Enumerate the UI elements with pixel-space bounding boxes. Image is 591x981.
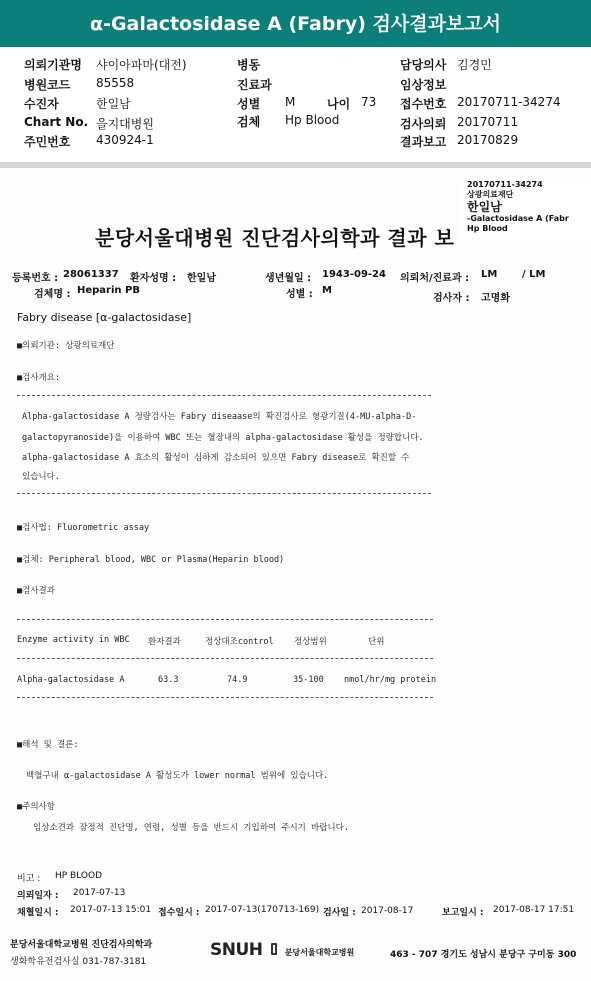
- dob-label: 생년월일 :: [265, 273, 312, 284]
- dashed-rule: [17, 619, 433, 620]
- requesting-org: ■의뢰기관: 상광의료재단: [17, 341, 115, 351]
- remark-value: HP BLOOD: [55, 871, 103, 881]
- overview-line-1: Alpha-galactosidase A 정량검사는 Fabry diseaase의 확진검사로 형광기질(4-MU-alpha-D-: [22, 412, 417, 422]
- specimen-label: 검체: [237, 115, 261, 129]
- specimen-name-label: 검체명 :: [34, 289, 71, 300]
- request-date-value: 20170711: [457, 115, 519, 129]
- overview-line-4: 있습니다.: [22, 472, 60, 482]
- table-header-enzyme: Enzyme activity in WBC: [17, 635, 130, 645]
- report-time-value: 2017-08-17 17:51: [493, 905, 575, 915]
- footer-lab: 생화학유전검사실 031-787-3181: [10, 957, 147, 967]
- sticker-patient-name: 한일남: [467, 200, 502, 214]
- overview-line-3: alpha-galactosidase A 효소의 활성이 심하게 감소되어 있으면 Fabry disease로 확진할 수: [22, 453, 410, 463]
- table-header-range: 정상범위: [294, 637, 327, 647]
- dashed-rule: [17, 395, 431, 396]
- table-cell-range: 35-100: [293, 675, 324, 685]
- test-date-label: 검사일 :: [323, 908, 356, 918]
- age-value: 73: [361, 95, 377, 109]
- hospital-address: 463 - 707 경기도 성남시 분당구 구미동 300: [390, 950, 577, 960]
- report-title: α-Galactosidase A (Fabry) 검사결과보고서: [90, 13, 501, 35]
- receipt-no-label: 접수번호: [400, 97, 447, 111]
- request-info: [0, 50, 591, 160]
- table-cell-patient-result: 63.3: [158, 675, 179, 685]
- collection-label: 채혈일시 :: [17, 908, 59, 918]
- request-date-label-2: 의뢰일자 :: [17, 891, 59, 901]
- dashed-rule: [17, 658, 433, 659]
- snuh-logo-text: SNUH: [210, 940, 263, 960]
- interpretation-heading: ■해석 및 결론:: [17, 740, 79, 750]
- results-heading: ■검사결과: [17, 586, 55, 596]
- hospital-logo: [210, 940, 354, 960]
- reg-no-value: 28061337: [63, 269, 119, 280]
- remark-label: 비고 :: [17, 874, 41, 884]
- method: ■검사법: Fluorometric assay: [17, 523, 150, 533]
- sticker-test: -Galactosidase A (Fabr: [467, 214, 569, 223]
- age-label: 나이: [327, 97, 351, 111]
- specimen-value: Hp Blood: [285, 113, 340, 127]
- sex-label: 성별: [237, 97, 261, 111]
- dept-label: 의뢰처/진료과 :: [400, 273, 470, 284]
- chart-no-label: Chart No.: [24, 115, 89, 129]
- sticker-org: 상광의료재단: [467, 190, 514, 199]
- hospital-code-value: 85558: [96, 76, 135, 90]
- footer-department: 분당서울대학교병원 진단검사의학과: [10, 940, 153, 950]
- request-date-label: 검사의뢰: [400, 117, 447, 131]
- receipt-time-label: 접수일시 :: [158, 908, 200, 918]
- specimen-label-sticker: [459, 178, 591, 240]
- report-sex-value: M: [322, 285, 332, 296]
- table-cell-unit: nmol/hr/mg protein: [344, 675, 437, 685]
- table-cell-control: 74.9: [227, 675, 248, 685]
- reg-no-label: 등록번호 :: [12, 273, 59, 284]
- patient-label: 수진자: [24, 97, 59, 111]
- department-label: 진료과: [237, 78, 272, 92]
- doctor-label: 담당의사: [400, 58, 447, 72]
- report-header: [0, 0, 591, 47]
- table-header-patient: 환자결과: [148, 637, 181, 647]
- receipt-time-value: 2017-07-13(170713-169): [205, 905, 320, 915]
- request-date-value-2: 2017-07-13: [73, 888, 126, 898]
- overview-line-2: galactopyranoside)을 이용하여 WBC 또는 혈장내의 alpha-galactosidase 활성을 정량합니다.: [22, 433, 424, 443]
- sticker-specimen: Hp Blood: [467, 224, 508, 233]
- snuh-logo-subtitle: 분당서울대학교병원: [284, 948, 355, 957]
- test-date-value: 2017-08-17: [361, 906, 414, 916]
- sex-value: M: [285, 95, 296, 109]
- result-report-value: 20170829: [457, 133, 519, 147]
- table-header-unit: 단위: [368, 637, 385, 647]
- hospital-code-label: 병원코드: [24, 78, 71, 92]
- caution-text: 임상소견과 잠정적 진단명, 연령, 성별 등을 반드시 기입하여 주시기 바랍니다.: [33, 823, 349, 833]
- resident-no-label: 주민번호: [24, 135, 71, 149]
- sticker-receipt-no: 20170711-34274: [467, 180, 543, 189]
- receipt-no-value: 20170711-34274: [457, 95, 561, 109]
- specimen-line: ■검체: Peripheral blood, WBC or Plasma(Heparin blood): [17, 555, 285, 565]
- caution-heading: ■주의사항: [17, 802, 55, 812]
- table-cell-test: Alpha-galactosidase A: [17, 675, 125, 685]
- examiner-label: 검사자 :: [433, 293, 470, 304]
- chart-no-value: 을지대병원: [96, 117, 154, 131]
- dob-value: 1943-09-24: [322, 269, 386, 280]
- snuh-emblem-icon: [270, 941, 278, 960]
- interpretation-text: 백혈구내 α-galactosidase A 활성도가 lower normal 범위에 있습니다.: [26, 771, 329, 781]
- doctor-value: 김경민: [457, 58, 492, 72]
- examiner-value: 고명화: [481, 293, 510, 304]
- specimen-name-value: Heparin PB: [77, 285, 140, 296]
- dashed-rule: [17, 493, 431, 494]
- hospital-report-title: 분당서울대병원 진단검사의학과 결과 보: [95, 226, 455, 250]
- patient-name-label: 환자성명 :: [130, 273, 177, 284]
- patient-value: 한일남: [96, 97, 131, 111]
- overview-heading: ■검사개요:: [17, 373, 61, 383]
- test-name: Fabry disease [α-galactosidase]: [17, 311, 192, 324]
- table-header-control: 정상대조control: [205, 637, 274, 647]
- patient-name-value: 한일남: [187, 273, 216, 284]
- dashed-rule: [17, 697, 433, 698]
- dept-value-1: LM: [481, 269, 498, 280]
- resident-no-value: 430924-1: [96, 133, 154, 147]
- org-label: 의뢰기관명: [24, 58, 82, 72]
- report-time-label: 보고일시 :: [442, 908, 484, 918]
- clinical-info-label: 임상정보: [400, 78, 447, 92]
- result-report-label: 결과보고: [400, 135, 447, 149]
- report-sex-label: 성별 :: [286, 289, 313, 300]
- ward-label: 병동: [237, 58, 261, 72]
- dept-value-2: / LM: [522, 269, 546, 280]
- org-value: 샤이아파마(대전): [96, 58, 187, 72]
- collection-value: 2017-07-13 15:01: [70, 905, 152, 915]
